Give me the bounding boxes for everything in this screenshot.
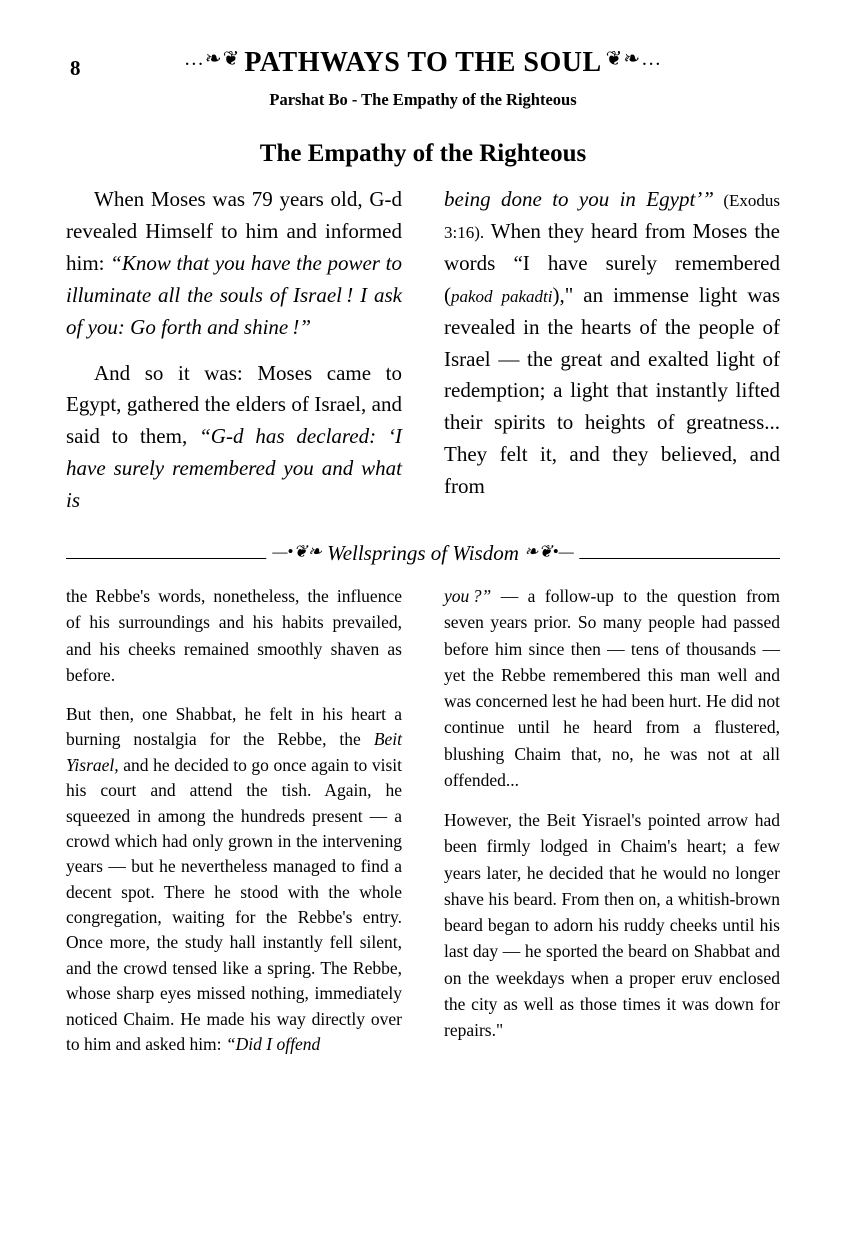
lower-body: [66, 583, 780, 1071]
quoted-text-continued: being done to you in Egypt’”: [444, 187, 714, 211]
paragraph-text: But then, one Shabbat, he felt in his heart a burning nostalgia for the Rebbe, the: [66, 704, 402, 750]
main-body: [66, 184, 780, 531]
source-citation: (Exodus 3:16).: [444, 191, 780, 242]
running-head: [66, 46, 780, 86]
running-head-title-group: [66, 46, 780, 79]
divider-ornament-left-icon: —•❦❧: [272, 542, 322, 562]
quoted-text: “Did I offend: [225, 1033, 321, 1054]
paragraph-text-continued: and he decided to go once again to visit his court and attend the tish. Again, he squeezed in among the hundreds present — a crowd which had only grown in the intervening years — but he nevertheless managed to find a decent spot. There he stood with the whole congregation, waiting for the Rebbe's entry. Once more, the study hall instantly fell silent, and the crowd tensed like a spring. The Rebbe, whose sharp eyes missed nothing, immediately noticed Chaim. He made his way directly over to him and asked him:: [66, 754, 402, 1054]
paragraph: [66, 358, 402, 518]
paragraph-text-continued: )," an immense light was revealed in the hearts of the people of Israel — the great and exalted light of redemption; a light that instantly lifted their spirits to heights of greatness... They felt it, and they believed, and from: [444, 282, 780, 499]
divider-label-group: [266, 541, 579, 566]
divider-label: Wellsprings of Wisdom: [327, 541, 519, 566]
divider-ornament-right-icon: ❧❦•—: [524, 542, 574, 562]
paragraph: [66, 702, 402, 1057]
ornament-left-icon: …❧❦: [183, 48, 241, 70]
paragraph-text: When Moses was 79 years old, G-d revealed Himself to him and informed him:: [66, 187, 402, 275]
ornament-right-icon: ❦❧…: [605, 48, 663, 70]
quoted-text: “Know that you have the power to illuminate all the souls of Israel ! I ask of you: Go forth and shine !”: [66, 250, 402, 339]
transliteration: pakod pakadti: [451, 286, 553, 306]
paragraph-text: And so it was: Moses came to Egypt, gathered the elders of Israel, and said to them,: [66, 360, 402, 449]
lower-column-left: [66, 583, 402, 1071]
paragraph-text: — a follow-up to the question from seven years prior. So many people had passed before him since then — tens of thousands — yet the Rebbe remembered this man well and was concerned lest he had been hurt. He did not continue until he heard from a flustered, blushing Chaim that, no, he was not at all offended...: [444, 586, 780, 790]
lower-column-right: [444, 583, 780, 1071]
paragraph-text: When they heard from Moses the words “I have surely remembered (: [444, 218, 780, 307]
section-divider: [66, 541, 780, 575]
paragraph: [444, 583, 780, 793]
page: [0, 46, 846, 1246]
paragraph: However, the Beit Yisrael's pointed arrow had been firmly lodged in Chaim's heart; a few years later, he decided that he would no longer shave his beard. From then on, a whitish-brown beard began to adorn his ruddy cheeks until his last day — he sported the beard on Shabbat and on the weekdays when a proper eruv enclosed the city as well as those times it was down for repairs.": [444, 810, 780, 1041]
paragraph: [444, 184, 780, 503]
italic-title: Beit Yisrael,: [66, 729, 402, 775]
main-column-left: [66, 184, 402, 531]
page-number: 8: [70, 56, 81, 80]
running-subtitle: Parshat Bo - The Empathy of the Righteous: [269, 90, 577, 109]
paragraph: [66, 184, 402, 344]
quoted-text: “G-d has declared: ‘I have surely remembered you and what is: [66, 424, 402, 513]
main-column-right: [444, 184, 780, 531]
paragraph: the Rebbe's words, nonetheless, the influence of his surroundings and his habits prevailed, and his cheeks remained smoothly shaven as before.: [66, 586, 402, 685]
article-title: The Empathy of the Righteous: [259, 140, 587, 167]
book-title: PATHWAYS TO THE SOUL: [244, 47, 602, 78]
quoted-text-continued: you ?”: [444, 586, 492, 607]
